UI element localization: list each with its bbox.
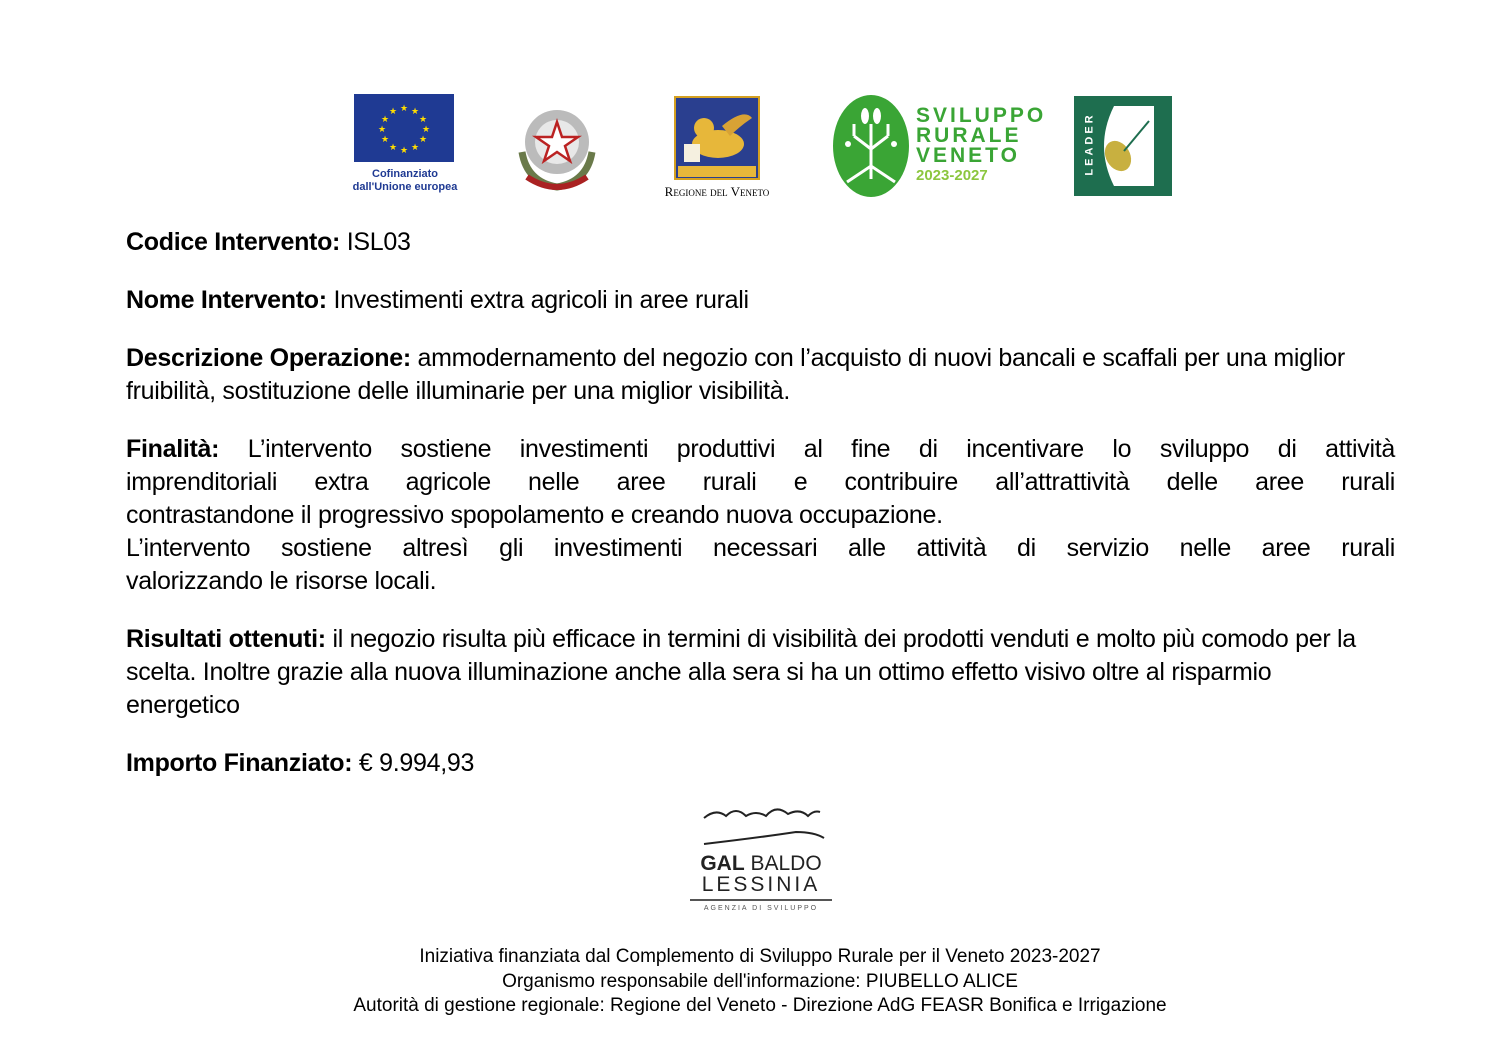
risultati-ottenuti — [126, 623, 1395, 722]
finalita-label: Finalità: — [126, 435, 220, 463]
svg-text:★: ★ — [418, 134, 428, 144]
svg-text:★: ★ — [388, 142, 398, 152]
footer-line-2: Organismo responsabile dell'informazione: PIUBELLO ALICE — [502, 970, 1018, 992]
risultati-value: il negozio risulta più efficace in termini di visibilità dei prodotti venduti e molto più comodo per la scelta. Inoltre grazie alla nuova illuminazione anche alla sera si ha un ottimo effetto visivo oltre al risparmio energetico — [126, 625, 1356, 719]
svg-text:★: ★ — [399, 103, 409, 113]
agenzia-text: AGENZIA DI SVILUPPO — [703, 905, 819, 912]
descrizione-operazione — [126, 342, 1395, 408]
finalita-line-1: L’intervento sostiene investimenti produttivi al fine di incentivare lo sviluppo di attività — [247, 435, 1395, 463]
importo-label: Importo Finanziato: — [126, 749, 353, 777]
tree-icon — [832, 94, 910, 198]
descrizione-value: ammodernamento del negozio con l’acquisto di nuovi bancali e scaffali per una miglior fruibilità, sostituzione delle illuminarie per una miglior visibilità. — [126, 344, 1345, 405]
svg-text:★: ★ — [421, 124, 431, 134]
footer-line-1: Iniziativa finanziata dal Complemento di Sviluppo Rurale per il Veneto 2023-2027 — [419, 946, 1101, 967]
codice-label: Codice Intervento: — [126, 228, 341, 256]
risultati-label: Risultati ottenuti: — [126, 625, 326, 653]
regione-veneto-logo — [651, 96, 783, 200]
footer-line-3: Autorità di gestione regionale: Regione del Veneto - Direzione AdG FEASR Bonifica e Irrigazione — [353, 995, 1167, 1016]
svg-text:★: ★ — [377, 124, 387, 134]
svg-text:★: ★ — [380, 114, 390, 124]
mountains-icon — [696, 802, 826, 848]
svg-text:★: ★ — [380, 134, 390, 144]
nome-value: Investimenti extra agricoli in aree rurali — [333, 286, 749, 314]
lessinia-text: LESSINIA — [690, 874, 832, 901]
finalita-line-2: imprenditoriali extra agricole nelle aree rurali e contribuire all’attrattività delle aree rurali — [126, 468, 1395, 496]
eu-caption-1: Cofinanziato — [372, 168, 438, 180]
rurale-text: RURALE — [916, 124, 1022, 147]
gal-text: GAL — [700, 852, 745, 875]
leader-logo — [1074, 96, 1172, 196]
finalita-line-4: L’intervento sostiene altresì gli investimenti necessari alle attività di servizio nelle aree rurali — [126, 534, 1395, 562]
veneto-text: VENETO — [916, 144, 1020, 167]
svg-text:★: ★ — [418, 114, 428, 124]
svg-text:★: ★ — [410, 142, 420, 152]
svg-text:★: ★ — [410, 106, 420, 116]
eu-flag-icon — [354, 94, 454, 162]
svg-text:★: ★ — [388, 106, 398, 116]
importo-value: € 9.994,93 — [358, 749, 475, 777]
gal-baldo-lessinia-logo — [690, 802, 832, 912]
sviluppo-rurale-veneto-logo — [832, 94, 1046, 198]
eu-cofinanziato-logo — [348, 94, 462, 194]
footer — [0, 945, 1497, 1019]
importo-finanziato — [126, 747, 1395, 780]
eu-caption-2: dall'Unione europea — [352, 181, 458, 193]
nome-label: Nome Intervento: — [126, 286, 327, 314]
finalita — [126, 433, 1395, 598]
codice-intervento — [126, 226, 1395, 259]
finalita-line-3: contrastandone il progressivo spopolamento e creando nuova occupazione. — [126, 501, 943, 529]
repubblica-italiana-emblem — [512, 97, 602, 202]
descrizione-label: Descrizione Operazione: — [126, 344, 411, 372]
codice-value: ISL03 — [346, 228, 411, 256]
nome-intervento — [126, 284, 1395, 317]
veneto-caption: Regione del Veneto — [664, 184, 770, 199]
baldo-text: BALDO — [750, 852, 822, 875]
leaf-icon — [1074, 96, 1172, 196]
years-text: 2023-2027 — [916, 167, 988, 184]
svg-text:★: ★ — [399, 145, 409, 155]
project-details — [126, 226, 1395, 805]
leader-text: LEADER — [1083, 112, 1096, 176]
sviluppo-text: SVILUPPO — [916, 104, 1047, 127]
finalita-line-5: valorizzando le risorse locali. — [126, 567, 437, 595]
